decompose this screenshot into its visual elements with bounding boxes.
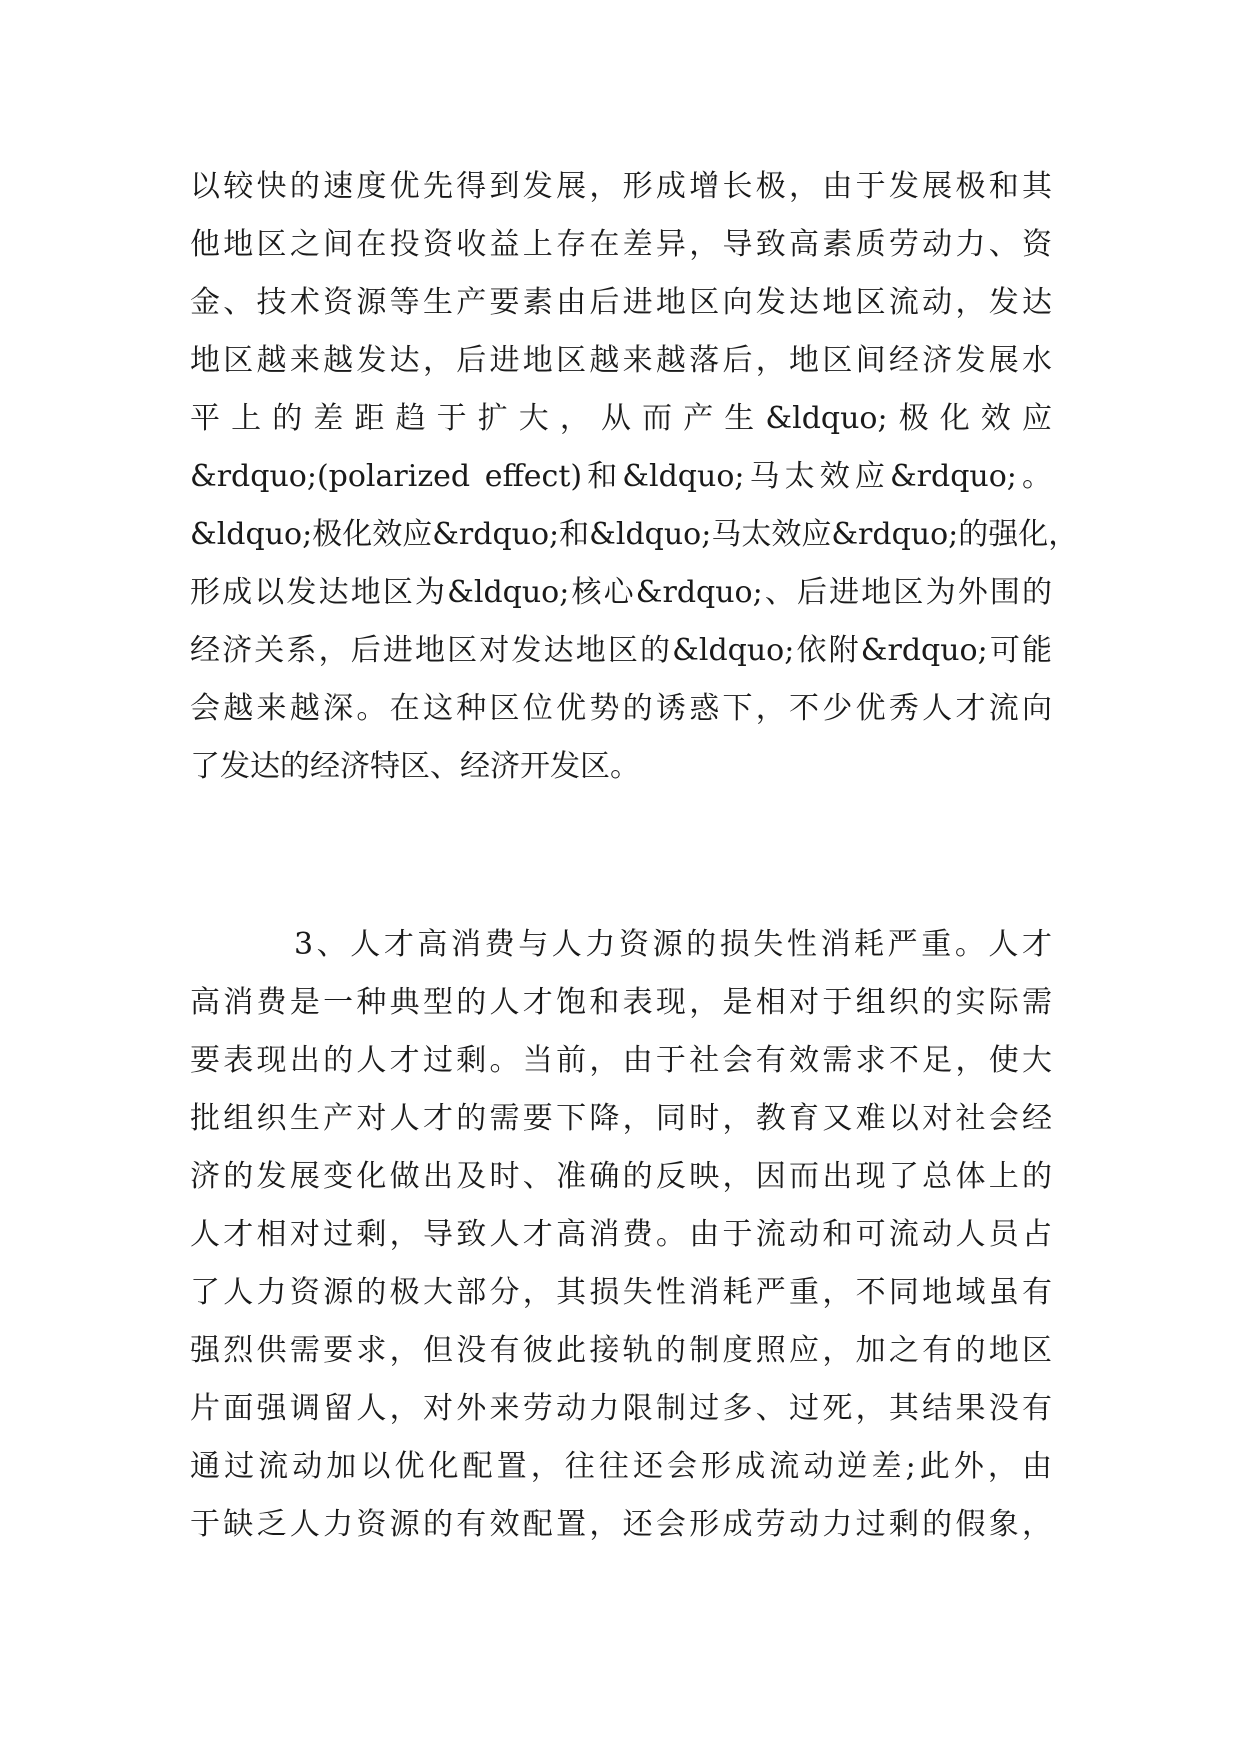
text-line: 经济关系，后进地区对发达地区的&ldquo;依附&rdquo;可能 bbox=[190, 633, 1052, 668]
text-line: 批组织生产对人才的需要下降，同时，教育又难以对社会经 bbox=[190, 1101, 1052, 1136]
paragraph-regional-polarization bbox=[190, 158, 1079, 796]
text-line: &rdquo;(polarized effect)和&ldquo;马太效应&rdquo;。 bbox=[190, 459, 1052, 494]
text-line: 高消费是一种典型的人才饱和表现，是相对于组织的实际需 bbox=[190, 985, 1052, 1020]
text-line: 以较快的速度优先得到发展，形成增长极，由于发展极和其 bbox=[190, 169, 1052, 204]
paragraph-talent-overconsumption bbox=[190, 916, 1052, 1554]
text-line: 济的发展变化做出及时、准确的反映，因而出现了总体上的 bbox=[190, 1159, 1052, 1194]
text-line: 会越来越深。在这种区位优势的诱惑下，不少优秀人才流向 bbox=[190, 691, 1052, 726]
text-line: 于缺乏人力资源的有效配置，还会形成劳动力过剩的假象， bbox=[190, 1507, 1052, 1542]
text-line: 人才相对过剩，导致人才高消费。由于流动和可流动人员占 bbox=[190, 1217, 1052, 1252]
text-line: 了发达的经济特区、经济开发区。 bbox=[190, 749, 640, 784]
text-line: 地区越来越发达，后进地区越来越落后，地区间经济发展水 bbox=[190, 343, 1052, 378]
text-line: 了人力资源的极大部分，其损失性消耗严重，不同地域虽有 bbox=[190, 1275, 1052, 1310]
text-line: 平上的差距趋于扩大，从而产生&ldquo;极化效应 bbox=[190, 401, 1052, 436]
text-line: 他地区之间在投资收益上存在差异，导致高素质劳动力、资 bbox=[190, 227, 1052, 262]
text-line: 片面强调留人，对外来劳动力限制过多、过死，其结果没有 bbox=[190, 1391, 1052, 1426]
text-line: 要表现出的人才过剩。当前，由于社会有效需求不足，使大 bbox=[190, 1043, 1052, 1078]
text-line: 通过流动加以优化配置，往往还会形成流动逆差;此外，由 bbox=[190, 1449, 1052, 1484]
text-line: 金、技术资源等生产要素由后进地区向发达地区流动，发达 bbox=[190, 285, 1052, 320]
text-line-indented: 3、人才高消费与人力资源的损失性消耗严重。人才 bbox=[294, 927, 1052, 962]
text-line: 形成以发达地区为&ldquo;核心&rdquo;、后进地区为外围的 bbox=[190, 575, 1052, 610]
text-line: 强烈供需要求，但没有彼此接轨的制度照应，加之有的地区 bbox=[190, 1333, 1052, 1368]
text-line: &ldquo;极化效应&rdquo;和&ldquo;马太效应&rdquo;的强化， bbox=[190, 517, 1079, 552]
